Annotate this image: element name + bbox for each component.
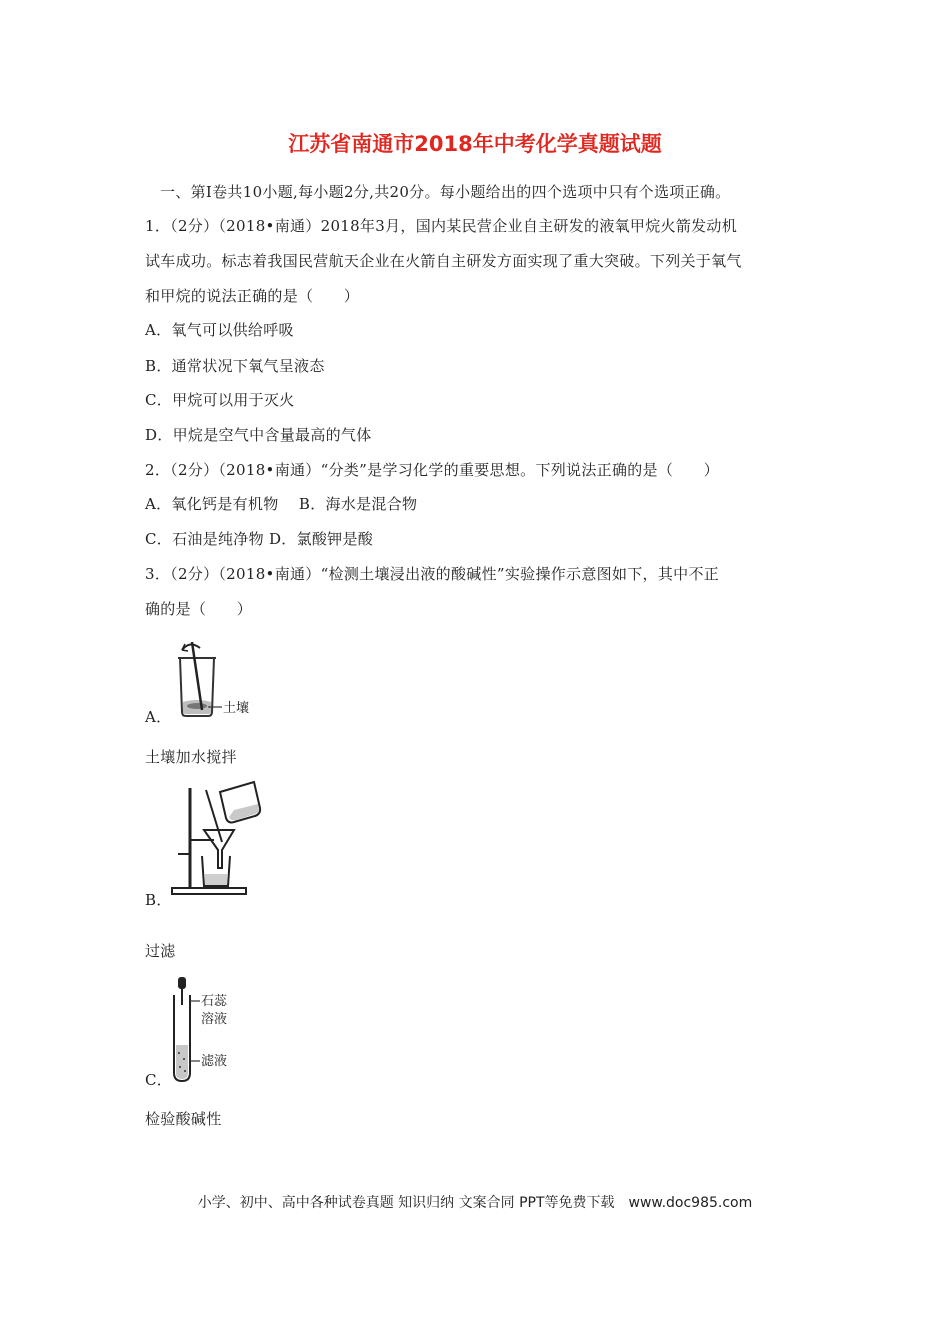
q1-stem-line-1: 1．（2分）（2018•南通）2018年3月，国内某民营企业自主研发的液氧甲烷火箭发动机 [145, 217, 738, 235]
figure-stirring-beaker [168, 640, 258, 720]
q1-stem-line-2: 试车成功。标志着我国民营航天企业在火箭自主研发方面实现了重大突破。下列关于氧气 [145, 252, 742, 270]
q3-stem-line-2: 确的是（ ） [145, 600, 253, 618]
q1-option-d: D．甲烷是空气中含量最高的气体 [145, 426, 372, 444]
q3-stem-line-1: 3．（2分）（2018•南通）“检测土壤浸出液的酸碱性”实验操作示意图如下，其中不正 [145, 565, 720, 583]
figure-filtration [168, 780, 278, 900]
q3-option-c-caption: 检验酸碱性 [145, 1110, 222, 1128]
page-title: 江苏省南通市2018年中考化学真题试题 [288, 132, 662, 156]
q3-option-b-caption: 过滤 [145, 942, 176, 960]
q2-stem: 2．（2分）（2018•南通）“分类”是学习化学的重要思想。下列说法正确的是（ ） [145, 461, 720, 479]
figure-test-tube [168, 975, 258, 1085]
q1-stem-line-3: 和甲烷的说法正确的是（ ） [145, 287, 360, 305]
q3-option-a-letter: A． [145, 708, 172, 726]
page-footer: 小学、初中、高中各种试卷真题 知识归纳 文案合同 PPT等免费下载 www.doc985.com [197, 1195, 753, 1211]
q3-option-c-letter: C． [145, 1071, 173, 1089]
q1-option-a: A．氧气可以供给呼吸 [145, 321, 294, 339]
q2-options-line-2: C．石油是纯净物 D．氯酸钾是酸 [145, 530, 374, 548]
figure-c-label-top-1: 石蕊 [201, 994, 228, 1009]
q1-option-c: C．甲烷可以用于灭火 [145, 391, 295, 409]
q1-option-b: B．通常状况下氧气呈液态 [145, 357, 325, 375]
q3-option-b-letter: B． [145, 891, 172, 909]
q3-option-a-caption: 土壤加水搅拌 [145, 748, 237, 766]
figure-c-label-top-2: 溶液 [201, 1012, 228, 1027]
figure-a-label: 土壤 [223, 701, 250, 716]
q2-options-line-1: A．氧化钙是有机物 B．海水是混合物 [145, 495, 418, 513]
section-intro: 一、第Ⅰ卷共10小题,每小题2分,共20分。每小题给出的四个选项中只有个选项正确。 [160, 183, 731, 201]
figure-c-label-bottom: 滤液 [201, 1054, 228, 1069]
